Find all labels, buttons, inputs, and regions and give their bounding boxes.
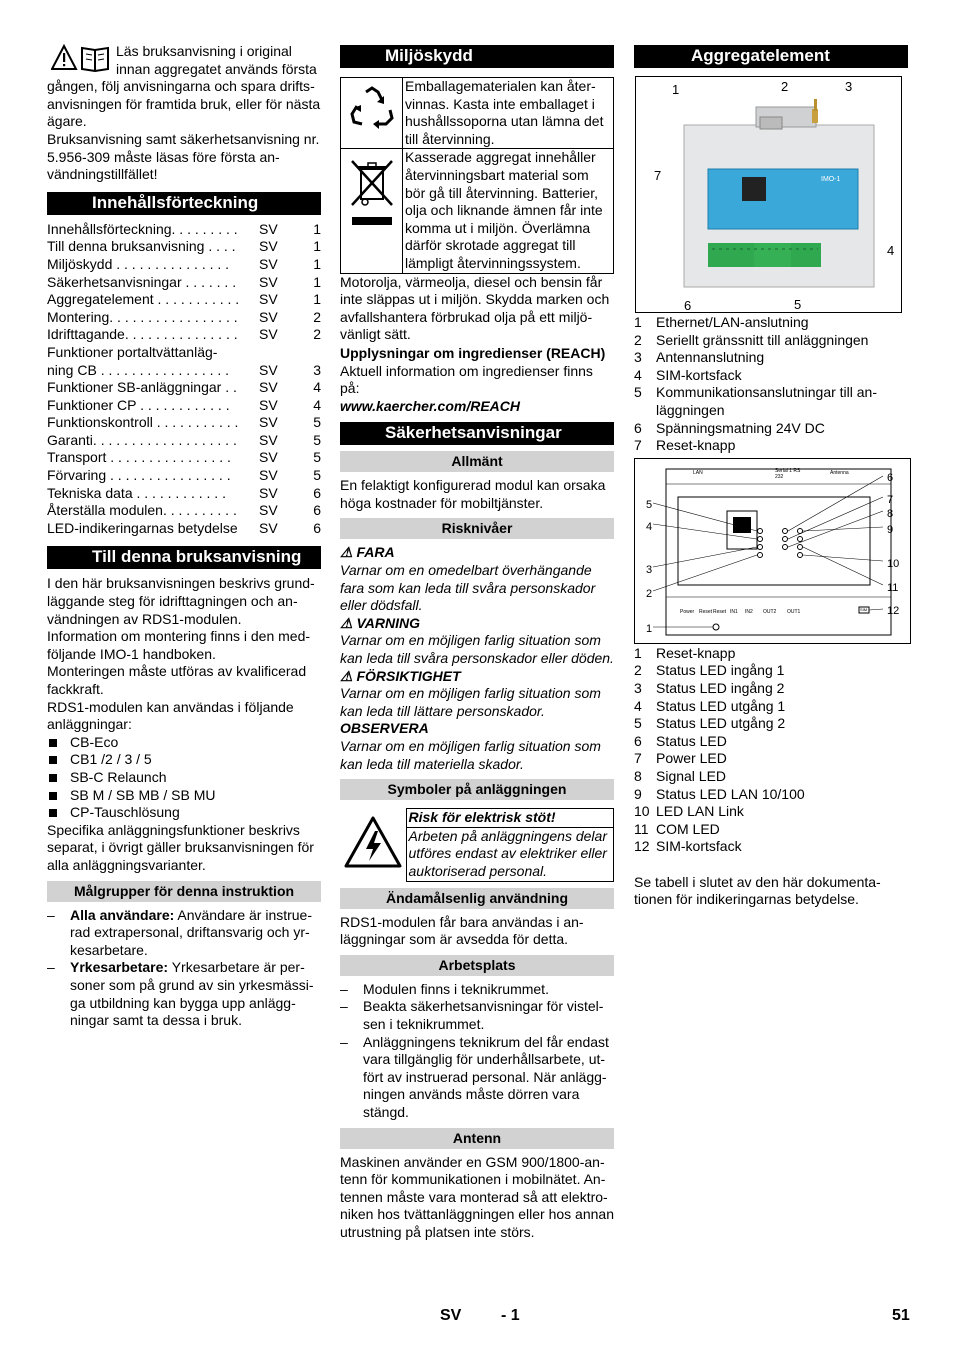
toc-row[interactable] <box>47 520 321 538</box>
toc-row[interactable] <box>47 414 321 432</box>
list-item: 11 COM LED <box>634 820 720 837</box>
toc-row[interactable] <box>47 432 321 450</box>
callout-5: 5 <box>646 498 653 511</box>
list-item: 6 Spänningsmatning 24V DC <box>634 419 825 436</box>
warning-icon: ⚠ <box>340 667 353 684</box>
toc-page: 5 <box>313 414 321 431</box>
toc-heading: Innehållsförteckning <box>47 192 321 215</box>
toc-row[interactable] <box>47 449 321 467</box>
panel-label: Reset <box>713 608 727 615</box>
callout-12: 12 <box>887 604 900 617</box>
target-groups-list <box>47 907 321 1030</box>
toc-lang: SV <box>259 308 278 325</box>
symbols-heading: Symboler på anläggningen <box>340 779 614 800</box>
till-p1: I den här bruksanvisningen beskrivs grundläggande steg för idrifttagningen och användningen av RDS1-modulen. <box>47 575 315 627</box>
list-item: – Alla användare: Användare är instruerad extrapersonal, driftansvarig och yrkesarbetare. <box>47 907 321 960</box>
toc-lang: SV <box>259 414 278 431</box>
electric-shock-icon <box>344 815 402 869</box>
toc-row[interactable] <box>47 221 321 239</box>
toc-title: Aggregatelement . . . . . . . . . . . <box>47 291 240 308</box>
oil-text: Motorolja, värmeolja, diesel och bensin får inte släppas ut i miljön. Skydda marken och avfallshantera förbrukad olja på ett miljövänligt sätt. <box>340 273 610 343</box>
callout-7: 7 <box>654 168 662 183</box>
callout-7: 7 <box>887 493 894 506</box>
toc-lang: SV <box>259 326 278 343</box>
toc-row[interactable] <box>47 291 321 309</box>
sak-heading: Säkerhetsanvisningar <box>340 422 614 445</box>
toc-row[interactable] <box>47 238 321 256</box>
toc-page <box>301 344 321 362</box>
recycling-icon <box>346 84 398 136</box>
callout-8: 8 <box>887 507 894 520</box>
toc-lang: SV <box>259 291 278 308</box>
toc-lang <box>259 344 301 362</box>
callout-11: 11 <box>887 581 899 594</box>
footer-lang: SV <box>440 1307 462 1324</box>
toc-lang: SV <box>259 449 278 466</box>
footer-page-sub: - 1 <box>501 1307 520 1324</box>
warning-icon: ⚠ <box>340 544 353 561</box>
list-item: 5 Kommunikationsanslutningar till anläggningen <box>634 384 878 418</box>
list-item: SB-C Relaunch <box>47 769 321 787</box>
toc-lang: SV <box>259 273 278 290</box>
toc-title: Säkerhetsanvisningar . . . . . . . <box>47 273 237 290</box>
plant-list <box>47 734 321 822</box>
intro <box>47 43 321 184</box>
toc-lang: SV <box>259 238 278 255</box>
forsiktighet-label: FÖRSIKTIGHET <box>356 667 461 684</box>
column-right <box>634 43 908 909</box>
callout-1: 1 <box>646 622 653 635</box>
allmant-text: En felaktigt konfigurerad modul kan orsaka höga kostnader för mobiltjänster. <box>340 477 606 511</box>
toc-title: Innehållsförteckning. . . . . . . . . <box>47 220 238 237</box>
toc-row[interactable] <box>47 379 321 397</box>
toc-page: 4 <box>313 396 321 413</box>
toc-title: Idrifttagande. . . . . . . . . . . . . . . <box>47 326 238 343</box>
symbol-table <box>340 808 614 881</box>
toc-title: Transport . . . . . . . . . . . . . . . . <box>47 449 231 466</box>
column-left <box>47 43 321 1030</box>
toc-title: Förvaring . . . . . . . . . . . . . . . . <box>47 467 231 484</box>
callout-10: 10 <box>887 557 900 570</box>
list-item: – Beakta säkerhetsanvisningar för vistelsen i teknikrummet. <box>340 998 614 1033</box>
device-brand: IMO-1 <box>821 176 841 183</box>
toc-row[interactable] <box>47 309 321 327</box>
list-item: – Anläggningens teknikrum del får endast vara tillgänglig för underhållsarbete, utfört av instruerad personal. När anläggningen används måste dörren vara stängd. <box>340 1034 614 1122</box>
symbol-heading: Risk för elektrisk stöt! <box>406 809 614 828</box>
toc-title: Återställa modulen. . . . . . . . . . <box>47 502 237 519</box>
intended-use-text: RDS1-modulen får bara användas i anläggningar som är avsedda för detta. <box>340 913 584 948</box>
list-item: 2 Status LED ingång 1 <box>634 662 785 679</box>
list-item: CP-Tauschlösung <box>47 804 321 822</box>
intro-rest: gången, följ anvisningarna och spara driftsanvisningen för framtida bruk, eller för nästa ägare. <box>47 78 321 130</box>
varning-label: VARNING <box>356 614 420 631</box>
callout-3: 3 <box>646 563 653 576</box>
list-item: 2 Seriellt gränssnitt till anläggningen <box>634 331 869 348</box>
front-panel-diagram <box>634 458 911 644</box>
toc-page: 5 <box>313 449 321 466</box>
callout-6: 6 <box>684 298 692 313</box>
callout-9: 9 <box>887 523 894 536</box>
agg-heading: Aggregatelement <box>634 45 908 68</box>
list-item: SB M / SB MB / SB MU <box>47 787 321 805</box>
list-item: 7 Reset-knapp <box>634 437 736 454</box>
note-text: Se tabell i slutet av den här dokumentationen för indikeringarnas betydelse. <box>634 873 881 908</box>
toc-lang: SV <box>259 379 278 396</box>
toc-page: 1 <box>313 220 321 237</box>
toc-lang: SV <box>259 396 278 413</box>
toc-row[interactable] <box>47 344 321 362</box>
list-item: 12 SIM-kortsfack <box>634 838 742 855</box>
toc-row[interactable] <box>47 256 321 274</box>
symbol-text: Arbeten på anläggningens delar utföres endast av elektriker eller auktoriserad personal. <box>406 827 614 881</box>
warning-icon: ⚠ <box>340 614 353 631</box>
varning-text: Varnar om en möjligen farlig situation som kan leda till svåra personskador eller döden. <box>340 632 614 667</box>
toc-row[interactable] <box>47 485 321 503</box>
panel-label: Power <box>680 608 695 615</box>
reach-link[interactable]: www.kaercher.com/REACH <box>340 397 520 414</box>
led-list <box>634 645 908 856</box>
intended-use-heading: Ändamålsenlig användning <box>340 888 614 909</box>
reach-text: Aktuell information om ingredienser finns på: <box>340 362 593 397</box>
callout-1: 1 <box>672 82 680 97</box>
toc-title: Funktioner portaltvättanläg- <box>47 343 218 360</box>
callout-4: 4 <box>887 243 895 258</box>
till-heading: Till denna bruksanvisning <box>47 546 321 569</box>
toc-title: Funktionskontroll . . . . . . . . . . . <box>47 414 239 431</box>
forsiktighet-text: Varnar om en möjligen farlig situation som kan leda till lättare personskador. <box>340 685 601 719</box>
workplace-list <box>340 981 614 1122</box>
toc-row[interactable] <box>47 362 321 380</box>
list-item: – Modulen finns i teknikrummet. <box>340 981 614 999</box>
callout-3: 3 <box>845 79 853 94</box>
panel-label: IN2 <box>745 608 753 615</box>
till-p4: RDS1-modulen kan användas i följande anläggningar: <box>47 698 294 733</box>
toc-title: Funktioner SB-anläggningar . . <box>47 379 237 396</box>
panel-label: OUT1 <box>787 608 801 615</box>
miljo-heading: Miljöskydd <box>340 45 614 68</box>
list-item: 1 Ethernet/LAN-anslutning <box>634 314 809 330</box>
list-item: 4 Status LED utgång 1 <box>634 697 786 714</box>
till-p5: Specifika anläggningsfunktioner beskrivs separat, i övrigt gäller bruksanvisningen för alla anläggningsvarianter. <box>47 821 314 873</box>
lan-label: LAN <box>693 469 703 476</box>
toc-page: 1 <box>313 255 321 272</box>
toc-page: 6 <box>313 502 321 519</box>
toc-page: 4 <box>313 379 321 396</box>
toc-lang: SV <box>259 484 278 501</box>
list-item: 3 Antennanslutning <box>634 349 765 366</box>
till-p3: Monteringen måste utföras av kvalificerad fackkraft. <box>47 663 307 697</box>
till-p2: Information om montering finns i den medföljande IMO-1 handboken. <box>47 628 311 662</box>
toc-lang: SV <box>259 519 278 536</box>
list-item: 5 Status LED utgång 2 <box>634 715 786 732</box>
list-item: – Yrkesarbetare: Yrkesarbetare är personer som på grund av sin yrkesmässiga utbildning kan bygga upp anläggningar samt ta dessa i bruk. <box>47 959 321 1029</box>
intro-line1: Läs bruksanvisning i original <box>116 43 292 59</box>
intro-line2: innan aggregatet används första <box>116 60 317 77</box>
toc-row[interactable] <box>47 326 321 344</box>
toc-row[interactable] <box>47 397 321 415</box>
target-groups-heading: Målgrupper för denna instruktion <box>47 881 321 902</box>
list-item: 6 Status LED <box>634 732 727 749</box>
list-item: 1 Reset-knapp <box>634 644 736 661</box>
toc-lang: SV <box>259 467 278 484</box>
callout-2: 2 <box>646 587 653 600</box>
device-photo <box>635 76 902 313</box>
workplace-heading: Arbetsplats <box>340 955 614 976</box>
observera-text: Varnar om en möjligen farlig situation som kan leda till materiella skador. <box>340 738 601 772</box>
sim-label: SIM <box>860 606 868 612</box>
toc-page: 1 <box>313 238 321 255</box>
device-illustration <box>636 77 902 313</box>
column-middle <box>340 43 614 1241</box>
toc-title: ning CB . . . . . . . . . . . . . . . . . <box>47 361 230 378</box>
risk-heading: Risknivåer <box>340 518 614 539</box>
antenna-heading: Antenn <box>340 1128 614 1149</box>
panel-label: OUT2 <box>763 608 777 615</box>
callout-5: 5 <box>794 297 802 312</box>
toc-page: 3 <box>313 361 321 378</box>
toc-page: 5 <box>313 431 321 448</box>
toc-title: LED-indikeringarnas betydelse <box>47 519 238 536</box>
panel-drawing <box>635 459 911 644</box>
toc-title: Till denna bruksanvisning . . . . <box>47 238 236 255</box>
toc-lang: SV <box>259 361 278 378</box>
toc-row[interactable] <box>47 274 321 292</box>
list-item: 8 Signal LED <box>634 767 727 784</box>
serial-label: Serial 1 RS 232 <box>775 467 801 480</box>
toc-page: 5 <box>313 467 321 484</box>
toc-page: 2 <box>313 326 321 343</box>
list-item: CB1 /2 / 3 / 5 <box>47 751 321 769</box>
warning-manual-icon <box>51 44 113 72</box>
fara-text: Varnar om en omedelbart överhängande fara som kan leda till svåra personskador eller dödsfall. <box>340 562 596 614</box>
environment-table <box>340 77 614 274</box>
observera-label: OBSERVERA <box>340 720 429 737</box>
toc-title: Miljöskydd . . . . . . . . . . . . . . . <box>47 255 230 272</box>
panel-label: IN1 <box>730 608 738 615</box>
callout-6: 6 <box>887 471 894 484</box>
recycle-text: Emballagematerialen kan återvinnas. Kasta inte emballaget i hushållssoporna utan lämna det till återvinning. <box>403 78 614 149</box>
reach-heading: Upplysningar om ingredienser (REACH) <box>340 344 606 361</box>
list-item: 9 Status LED LAN 10/100 <box>634 785 805 802</box>
callout-4: 4 <box>646 520 653 533</box>
toc-page: 1 <box>313 291 321 308</box>
allmant-heading: Allmänt <box>340 451 614 472</box>
list-item: CB-Eco <box>47 734 321 752</box>
footer-page-number: 51 <box>892 1307 910 1324</box>
crossed-bin-icon <box>346 155 398 235</box>
list-item: 3 Status LED ingång 2 <box>634 679 785 696</box>
toc-title: Funktioner CP . . . . . . . . . . . . <box>47 396 230 413</box>
antenna-text: Maskinen använder en GSM 900/1800-antenn för kommunikationen i mobilnätet. Antennen måste vara monterad så att elektroniken hos tvättanläggningen eller hos annan utrustning på platsen inte störs. <box>340 1153 614 1240</box>
toc-row[interactable] <box>47 467 321 485</box>
panel-label: Reset <box>699 608 713 615</box>
intro-p2: Bruksanvisning samt säkerhetsanvisning nr. 5.956-309 måste läsas före första användningstillfället! <box>47 130 320 183</box>
toc-lang: SV <box>259 220 278 237</box>
toc-lang: SV <box>259 255 278 272</box>
toc-page: 6 <box>313 519 321 536</box>
component-list <box>634 314 908 455</box>
antenna-label: Antenna <box>830 469 849 476</box>
toc-page: 6 <box>313 484 321 501</box>
toc-page: 2 <box>313 308 321 325</box>
toc-lang: SV <box>259 502 278 519</box>
callout-2: 2 <box>781 79 789 94</box>
toc-title: Tekniska data . . . . . . . . . . . . <box>47 484 226 501</box>
list-item: 4 SIM-kortsfack <box>634 366 742 383</box>
toc-lang: SV <box>259 431 278 448</box>
toc-row[interactable] <box>47 502 321 520</box>
list-item: 10 LED LAN Link <box>634 803 744 820</box>
fara-label: FARA <box>356 544 395 561</box>
disposal-text: Kasserade aggregat innehåller återvinningsbart material som bör gå till återvinning. Batterier, olja och liknande ämnen får inte komma ut i miljön. Överlämna därför skrotade aggregat till lämpligt återvinningssystem. <box>403 149 614 273</box>
toc-page: 1 <box>313 273 321 290</box>
toc-title: Montering. . . . . . . . . . . . . . . . . <box>47 308 238 325</box>
list-item: 7 Power LED <box>634 750 727 767</box>
toc-title: Garanti. . . . . . . . . . . . . . . . . . . <box>47 431 237 448</box>
toc-list <box>47 221 321 538</box>
